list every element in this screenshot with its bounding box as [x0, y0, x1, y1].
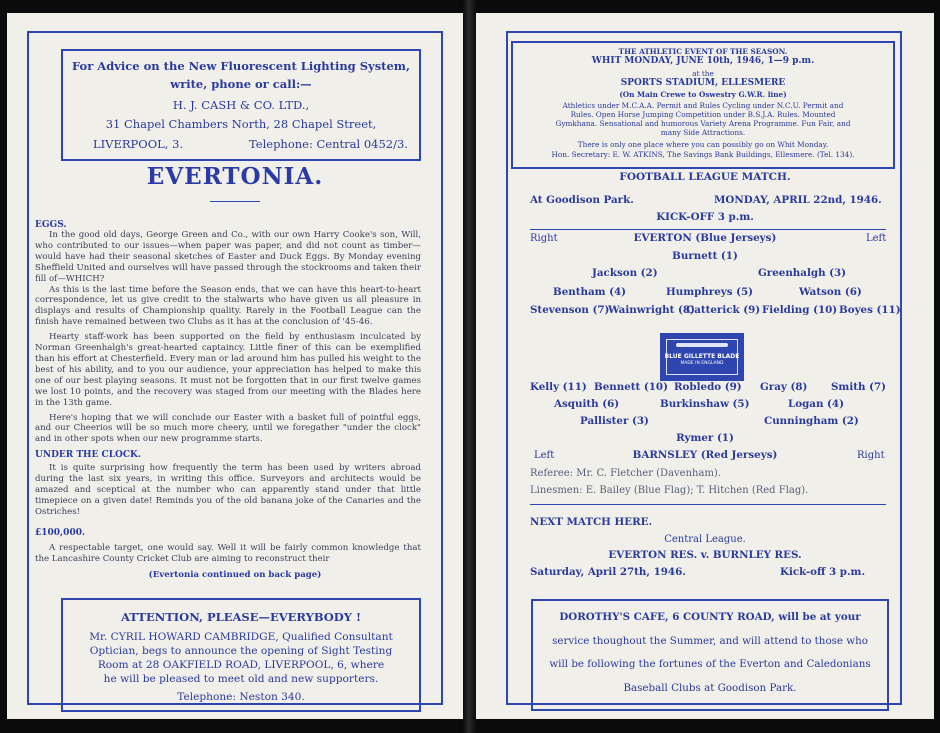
eggs-section [35, 220, 421, 445]
athletic-line-6: Athletics under M.C.A.A. Permit and Rules Cycling under N.C.U. Permit and [562, 101, 844, 110]
barnsley-forward-4: Gray (8) [760, 381, 808, 393]
match-venue: At Goodison Park. [530, 194, 634, 206]
officials-rule [530, 504, 886, 505]
athletic-line-7: Rules. Open Horse Jumping Competition under B.S.J.A. Rules. Mounted [570, 110, 836, 119]
barnsley-half-1: Asquith (6) [554, 398, 620, 410]
barnsley-forward-3: Robledo (9) [674, 381, 742, 393]
barnsley-back-1: Pallister (3) [580, 415, 649, 427]
next-date: Saturday, April 27th, 1946. [530, 566, 686, 578]
next-match-heading: NEXT MATCH HERE. [530, 516, 653, 528]
center-fold [463, 0, 476, 733]
cafe-advert [531, 599, 889, 711]
everton-forward-2: Wainwright (8) [608, 304, 695, 316]
attention-line-3: Room at 28 OAKFIELD ROAD, LIVERPOOL, 6, where [97, 659, 385, 671]
cash-lighting-advert [61, 49, 421, 161]
athletic-line-2: WHIT MONDAY, JUNE 10th, 1946, 1—9 p.m. [591, 56, 815, 66]
cafe-line-4: Baseball Clubs at Goodison Park. [623, 682, 797, 694]
everton-goalkeeper: Burnett (1) [672, 250, 738, 262]
athletic-line-1: THE ATHLETIC EVENT OF THE SEASON. [618, 47, 788, 56]
cash-city: LIVERPOOL, 3. [93, 137, 184, 151]
blade-slot [676, 343, 728, 347]
gillette-blade-advert [660, 333, 744, 381]
athletic-line-4: SPORTS STADIUM, ELLESMERE [620, 78, 786, 88]
money-heading: £100,000. [35, 528, 86, 538]
cash-line-2: write, phone or call:— [170, 77, 312, 91]
everton-left-label: Left [866, 233, 887, 244]
cafe-line-1: DOROTHY'S CAFE, 6 COUNTY ROAD, will be at your [559, 611, 861, 623]
athletic-line-11: Hon. Secretary: E. W. ATKINS, The Savings Bank Buildings, Ellesmere. (Tel. 134). [551, 150, 855, 159]
everton-team-name: EVERTON (Blue Jerseys) [633, 232, 777, 244]
attention-line-4: he will be pleased to meet old and new supporters. [103, 673, 379, 685]
athletic-event-advert [511, 41, 895, 169]
attention-line-2: Optician, begs to announce the opening of Sight Testing [89, 645, 393, 657]
barnsley-forward-5: Smith (7) [831, 381, 886, 393]
clock-heading: UNDER THE CLOCK. [35, 450, 141, 460]
everton-half-3: Watson (6) [799, 286, 862, 298]
athletic-line-9: many Side Attractions. [660, 128, 746, 137]
everton-half-2: Humphreys (5) [666, 286, 754, 298]
attention-title: ATTENTION, PLEASE—EVERYBODY ! [120, 610, 362, 624]
barnsley-half-2: Burkinshaw (5) [660, 398, 750, 410]
cash-phone: Telephone: Central 0452/3. [249, 137, 408, 151]
attention-line-1: Mr. CYRIL HOWARD CAMBRIDGE, Qualified Consultant [89, 631, 393, 643]
next-kickoff: Kick-off 3 p.m. [780, 566, 866, 578]
money-paragraph: A respectable target, one would say. Well it will be fairly common knowledge that the Lancashire County Cricket Club are aiming to reconstruct their [35, 543, 421, 564]
everton-forward-1: Stevenson (7) [530, 304, 610, 316]
barnsley-half-3: Logan (4) [788, 398, 844, 410]
cafe-line-2: service thoughout the Summer, and will attend to those who [552, 635, 868, 647]
cash-line-1: For Advice on the New Fluorescent Lighting System, [72, 59, 410, 73]
next-competition: Central League. [664, 534, 746, 545]
everton-forward-4: Fielding (10) [762, 304, 838, 316]
match-kickoff: KICK-OFF 3 p.m. [656, 211, 754, 223]
everton-half-1: Bentham (4) [553, 286, 627, 298]
barnsley-forward-1: Kelly (11) [530, 381, 587, 393]
left-page [7, 13, 463, 719]
right-page [476, 13, 934, 719]
evertonia-title: EVERTONIA. [146, 163, 324, 190]
barnsley-goalkeeper: Rymer (1) [676, 432, 734, 444]
eggs-paragraph-2: As this is the last time before the Season ends, that we can have this heart-to-heart correspondence, let us give credit to the stalwarts who have given us all pleasure in displays and results of Championship quality. Rarely in the Football League can the finish have remained between two Clubs as it has at the conclusion of '45-46. [35, 284, 421, 328]
blade-brand: BLUE GILLETTE BLADE [664, 353, 740, 360]
continued-note: (Evertonia continued on back page) [148, 570, 322, 580]
cash-address: 31 Chapel Chambers North, 28 Chapel Street, [105, 117, 377, 131]
athletic-line-8: Gymkhana. Sensational and humorous Variety Arena Programme. Fun Fair, and [555, 119, 851, 128]
everton-forward-3: Catterick (9) [686, 304, 761, 316]
cash-company: H. J. CASH & CO. LTD., [172, 98, 310, 112]
blade-origin: MADE IN ENGLAND [680, 361, 724, 366]
attention-phone: Telephone: Neston 340. [177, 691, 305, 703]
match-heading: FOOTBALL LEAGUE MATCH. [619, 171, 791, 183]
athletic-line-5: (On Main Crewe to Oswestry G.W.R. line) [619, 90, 787, 99]
clock-paragraph: It is quite surprising how frequently the term has been used by writers abroad during the last six years, in writing this office. Surveyors and architects would be amazed and sceptical at the number who can apparently stand under that little timepiece on a given date! Reminds you of the old banana joke of the Canaries and the Ostriches! [35, 463, 421, 517]
barnsley-forward-2: Bennett (10) [594, 381, 668, 393]
eggs-paragraph-4: Here's hoping that we will conclude our Easter with a basket full of pointful eggs, and our Cheerios will be so much more cheery, until we foregather "under the clock" and in other spots when our new programme starts. [35, 412, 421, 445]
eggs-paragraph-1: In the good old days, George Green and Co., with our own Harry Cooke's son, Will, who contributed to our issues—when paper was paper, and did not count as timber—would have had their seasonal sketches of Easter and Duck Eggs. By Monday evening Sheffield United and ourselves will have passed through the stockrooms and taken their fill of—WHICH? [35, 230, 421, 284]
cafe-line-3: will be following the fortunes of the Everton and Caledonians [549, 658, 871, 670]
barnsley-right-label: Right [857, 450, 885, 461]
everton-forward-5: Boyes (11) [839, 304, 901, 316]
everton-back-2: Greenhalgh (3) [758, 267, 847, 279]
barnsley-left-label: Left [534, 450, 555, 461]
everton-back-1: Jackson (2) [592, 267, 658, 279]
athletic-line-3: at the [692, 69, 714, 78]
barnsley-back-2: Cunningham (2) [764, 415, 859, 427]
linesmen: Linesmen: E. Bailey (Blue Flag); T. Hitchen (Red Flag). [530, 485, 809, 496]
barnsley-team-name: BARNSLEY (Red Jerseys) [632, 449, 778, 461]
eggs-heading: EGGS. [35, 220, 67, 230]
next-teams: EVERTON RES. v. BURNLEY RES. [608, 549, 802, 561]
referee: Referee: Mr. C. Fletcher (Davenham). [530, 468, 722, 479]
clock-section [35, 450, 421, 518]
match-date: MONDAY, APRIL 22nd, 1946. [714, 194, 882, 206]
athletic-line-10: There is only one place where you can possibly go on Whit Monday. [577, 140, 829, 149]
money-section [35, 528, 421, 565]
match-rule [530, 229, 886, 230]
optician-advert [61, 598, 421, 712]
title-rule [210, 201, 260, 202]
eggs-paragraph-3: Hearty staff-work has been supported on the field by enthusiasm inculcated by Norman Greenhalgh's great-hearted captaincy. Little finer of this can be exemplified than his effort at Chesterfield. Every man or lad around him has pulled his weight to the best of his ability, and to you our audience, your appreciation has helped to make this one of our best playing seasons. It must not be forgotten that in our first twelve games we lost 10 points, and the recovery was staged from our meeting with the Blades here in the 13th game. [35, 332, 421, 408]
everton-right-label: Right [530, 233, 558, 244]
